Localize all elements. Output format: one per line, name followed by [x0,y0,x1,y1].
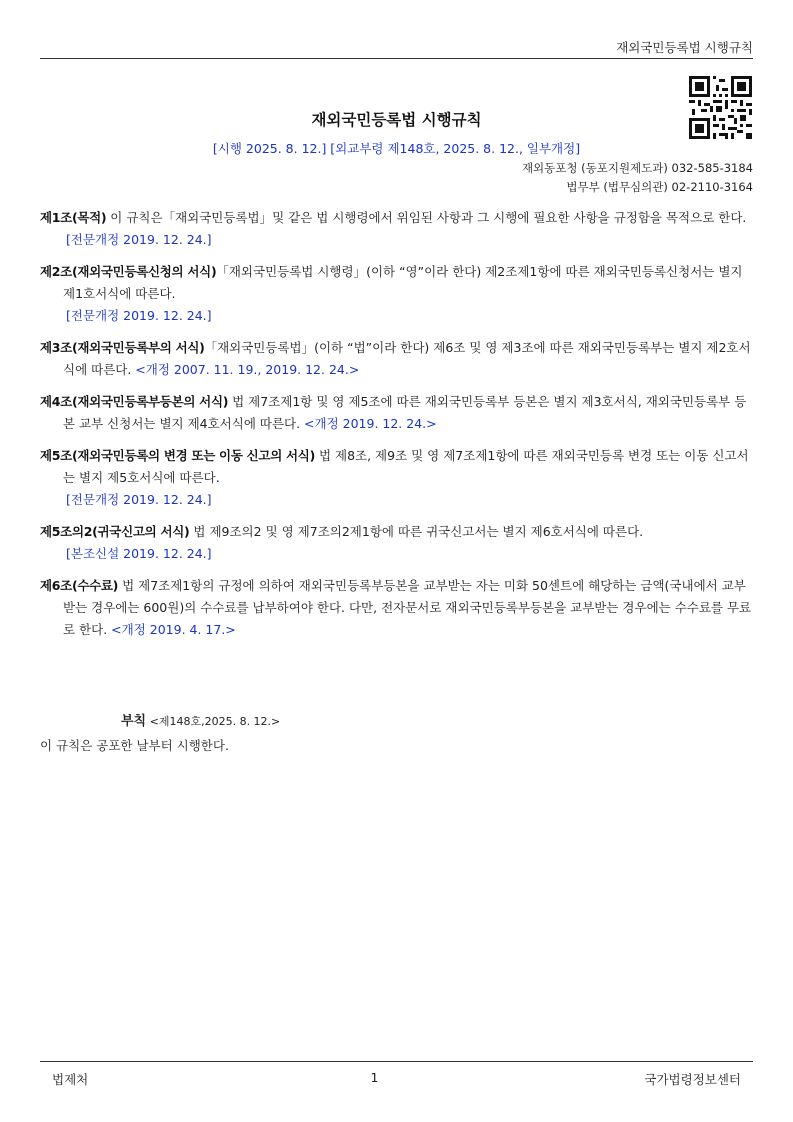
contact-line: 재외동포청 (동포지원제도과) 032-585-3184 [521,161,753,175]
supplementary-heading [121,710,280,729]
article-2 [40,261,753,327]
footer-publisher: 법제처 [52,1072,89,1087]
article-heading: 제4조(재외국민등록부등본의 서식) [40,394,229,409]
article-heading: 제5조(재외국민등록의 변경 또는 이동 신고의 서식) [40,448,315,463]
article-5-2 [40,521,753,565]
supplementary-number: <제148호,2025. 8. 12.> [146,715,281,728]
amendment-note: [전문개정 2019. 12. 24.] [66,308,212,323]
article-text: 「재외국민등록법 시행령」(이하 “영”이라 한다) 제2조제1항에 따른 재외국민등록신청서는 별지 제1호서식에 따른다. [63,264,743,301]
article-6 [40,575,753,641]
article-heading: 제3조(재외국민등록부의 서식) [40,340,205,355]
article-heading: 제2조(재외국민등록신청의 서식) [40,264,217,279]
amendment-note: [전문개정 2019. 12. 24.] [66,232,212,247]
inline-amendment: <개정 2019. 12. 24.> [304,416,437,431]
article-heading: 제1조(목적) [40,210,107,225]
article-text: 법 제8조, 제9조 및 영 제7조제1항에 따른 재외국민등록 변경 또는 이동 신고서는 별지 제5호서식에 따른다. [63,448,749,485]
article-1 [40,207,753,251]
article-text: 이 규칙은「재외국민등록법」및 같은 법 시행령에서 위임된 사항과 그 시행에 필요한 사항을 규정함을 목적으로 한다. [106,210,747,225]
page-number: 1 [370,1070,379,1085]
articles-list [40,207,753,651]
supplementary-body: 이 규칙은 공포한 날부터 시행한다. [40,738,229,753]
supplementary-label: 부칙 [121,714,147,729]
inline-amendment: <개정 2007. 11. 19., 2019. 12. 24.> [135,362,360,377]
contact-line: 법무부 (법무심의관) 02-2110-3164 [566,180,753,194]
article-4 [40,391,753,435]
article-3 [40,337,753,381]
enforcement-info: [시행 2025. 8. 12.] [외교부령 제148호, 2025. 8. 12., 일부개정] [212,141,581,156]
document-title: 재외국민등록법 시행규칙 [311,111,482,129]
top-divider [40,58,753,59]
footer-source: 국가법령정보센터 [644,1072,741,1087]
article-text: 법 제7조제1항 및 영 제5조에 따른 재외국민등록부 등본은 별지 제3호서식, 재외국민등록부 등본 교부 신청서는 별지 제4호서식에 따른다. [63,394,747,431]
amendment-note: [본조신설 2019. 12. 24.] [66,546,212,561]
running-title: 재외국민등록법 시행규칙 [616,40,753,55]
article-5 [40,445,753,511]
article-text: 법 제9조의2 및 영 제7조의2제1항에 따른 귀국신고서는 별지 제6호서식에 따른다. [189,524,644,539]
article-heading: 제6조(수수료) [40,578,119,593]
article-text: 법 제7조제1항의 규정에 의하여 재외국민등록부등본을 교부받는 자는 미화 50센트에 해당하는 금액(국내에서 교부받는 경우에는 600원)의 수수료를 납부하여야 한다. 다만, 전자문서로 재외국민등록부등본을 교부받는 경우에는 수수료를 무료로 한다. [63,578,752,637]
bottom-divider [40,1061,753,1062]
article-text: 「재외국민등록법」(이하 “법”이라 한다) 제6조 및 영 제3조에 따른 재외국민등록부는 별지 제2호서식에 따른다. [63,340,751,377]
article-heading: 제5조의2(귀국신고의 서식) [40,524,190,539]
amendment-note: [전문개정 2019. 12. 24.] [66,492,212,507]
inline-amendment: <개정 2019. 4. 17.> [111,622,236,637]
